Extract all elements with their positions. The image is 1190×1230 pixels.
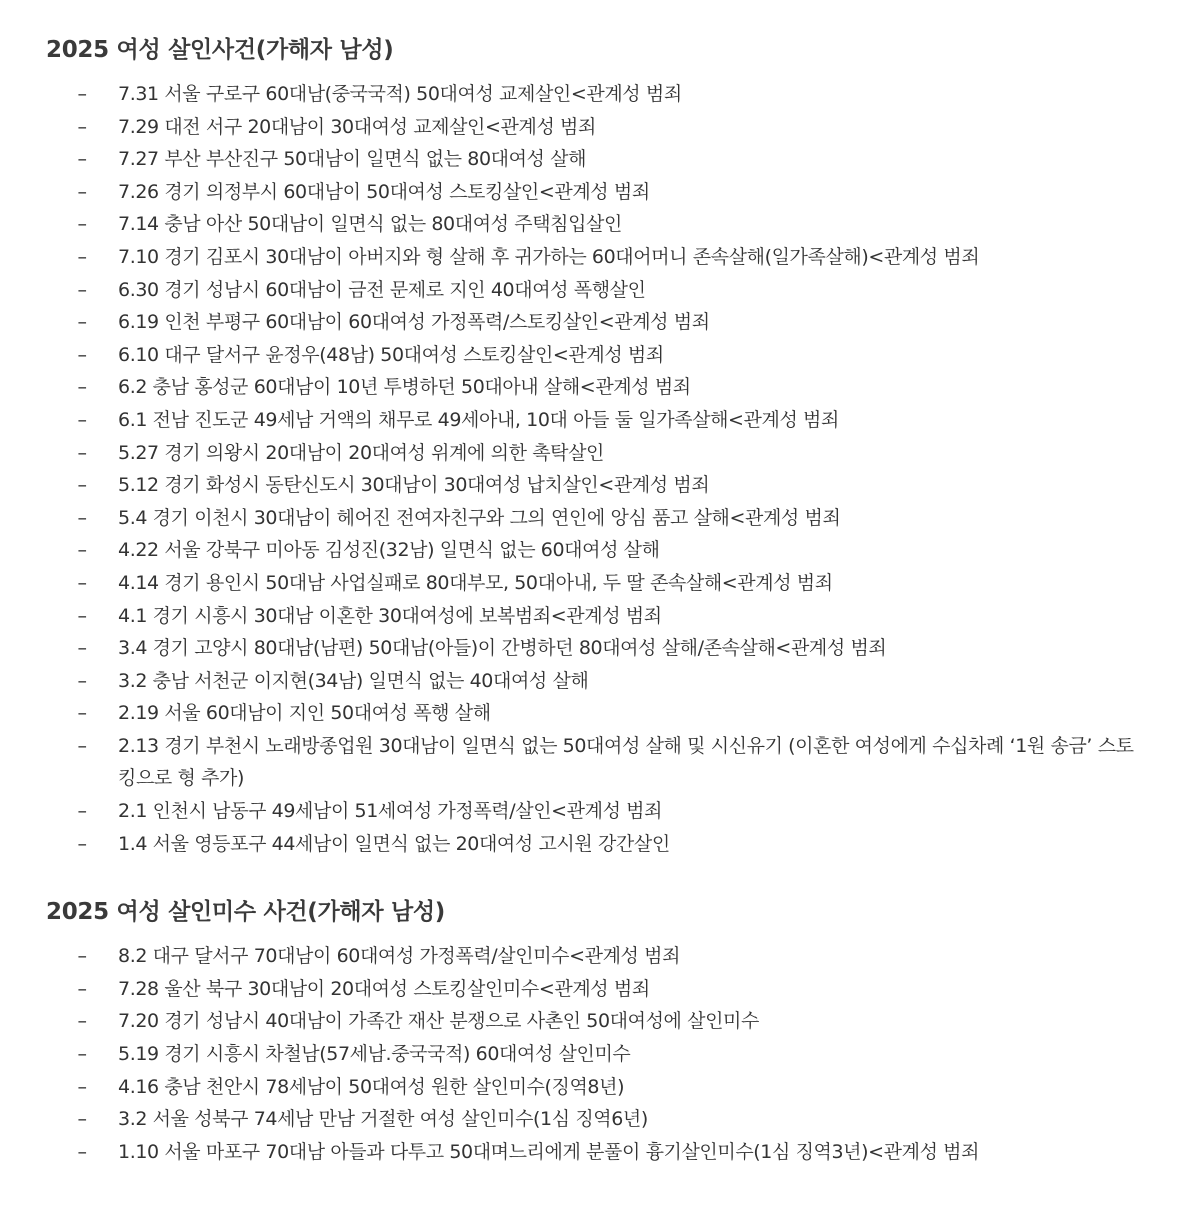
list-item — [46, 940, 1150, 973]
list-item-text: 4.16 충남 천안시 78세남이 50대여성 원한 살인미수(징역8년) — [118, 1075, 625, 1098]
list-item — [46, 567, 1150, 600]
dash-bullet: – — [77, 441, 87, 464]
list-item-text: 6.19 인천 부평구 60대남이 60대여성 가정폭력/스토킹살인<관계성 범죄 — [118, 311, 710, 334]
dash-bullet: – — [77, 604, 87, 627]
list-item-text: 8.2 대구 달서구 70대남이 60대여성 가정폭력/살인미수<관계성 범죄 — [118, 945, 681, 968]
list-item-text: 6.1 전남 진도군 49세남 거액의 채무로 49세아내, 10대 아들 둘 일가족살해<관계성 범죄 — [118, 408, 839, 431]
dash-bullet: – — [77, 148, 87, 171]
section-title: 2025 여성 살인미수 사건(가해자 남성) — [46, 899, 446, 926]
list-item-text: 6.30 경기 성남시 60대남이 금전 문제로 지인 40대여성 폭행살인 — [118, 278, 646, 301]
list-item — [46, 502, 1150, 535]
list-item — [46, 1103, 1150, 1136]
list-item-text: 5.4 경기 이천시 30대남이 헤어진 전여자친구와 그의 연인에 앙심 품고 살해<관계성 범죄 — [118, 506, 841, 529]
dash-bullet: – — [77, 800, 87, 823]
list-item — [46, 437, 1150, 470]
list-item-text: 4.1 경기 시흥시 30대남 이혼한 30대여성에 보복범죄<관계성 범죄 — [118, 604, 662, 627]
list-item — [46, 600, 1150, 633]
list-item — [46, 697, 1150, 730]
list-item-text: 5.12 경기 화성시 동탄신도시 30대남이 30대여성 납치살인<관계성 범죄 — [118, 474, 710, 497]
dash-bullet: – — [77, 376, 87, 399]
list-item — [46, 306, 1150, 339]
list-item-text: 7.10 경기 김포시 30대남이 아버지와 형 살해 후 귀가하는 60대어머니 존속살해(일가족살해)<관계성 범죄 — [118, 245, 980, 268]
dash-bullet: – — [77, 669, 87, 692]
list-item-text: 7.20 경기 성남시 40대남이 가족간 재산 분쟁으로 사촌인 50대여성에 살인미수 — [118, 1010, 759, 1033]
list-item — [46, 143, 1150, 176]
list-item-text: 7.31 서울 구로구 60대남(중국국적) 50대여성 교제살인<관계성 범죄 — [118, 83, 682, 105]
list-item-text: 6.2 충남 홍성군 60대남이 10년 투병하던 50대아내 살해<관계성 범죄 — [118, 376, 691, 399]
list-item-text: 7.27 부산 부산진구 50대남이 일면식 없는 80대여성 살해 — [118, 148, 587, 171]
dash-bullet: – — [77, 180, 87, 203]
dash-bullet: – — [77, 474, 87, 497]
list-item — [46, 469, 1150, 502]
dash-bullet: – — [77, 734, 87, 757]
list-item-text: 7.29 대전 서구 20대남이 30대여성 교제살인<관계성 범죄 — [118, 115, 596, 138]
attempted-murder-section — [46, 896, 1150, 1168]
dash-bullet: – — [77, 1043, 87, 1066]
list-item-text: 7.14 충남 아산 50대남이 일면식 없는 80대여성 주택침입살인 — [118, 213, 622, 236]
dash-bullet: – — [77, 245, 87, 268]
list-item — [46, 973, 1150, 1006]
list-item — [46, 111, 1150, 144]
list-item — [46, 208, 1150, 241]
dash-bullet: – — [77, 832, 87, 855]
list-item-text: 5.27 경기 의왕시 20대남이 20대여성 위계에 의한 촉탁살인 — [118, 441, 605, 464]
dash-bullet: – — [77, 702, 87, 725]
dash-bullet: – — [77, 977, 87, 1000]
list-item-text: 7.28 울산 북구 30대남이 20대여성 스토킹살인미수<관계성 범죄 — [118, 977, 650, 1000]
list-item — [46, 78, 1150, 111]
list-item-text: 2.19 서울 60대남이 지인 50대여성 폭행 살해 — [118, 702, 491, 725]
list-item-text: 3.4 경기 고양시 80대남(남편) 50대남(아들)이 간병하던 80대여성 살해/존속살해<관계성 범죄 — [118, 637, 887, 660]
list-item — [46, 828, 1150, 861]
list-item — [46, 1038, 1150, 1071]
list-item — [46, 730, 1150, 795]
list-item-text: 2.13 경기 부천시 노래방종업원 30대남이 일면식 없는 50대여성 살해 및 시신유기 (이혼한 여성에게 수십차례 ‘1원 송금’ 스토킹으로 형 추가) — [118, 734, 1134, 790]
dash-bullet: – — [77, 408, 87, 431]
list-item — [46, 1071, 1150, 1104]
dash-bullet: – — [77, 278, 87, 301]
section-title: 2025 여성 살인사건(가해자 남성) — [46, 37, 394, 63]
list-item — [46, 795, 1150, 828]
list-item — [46, 371, 1150, 404]
list-item-text: 1.10 서울 마포구 70대남 아들과 다투고 50대며느리에게 분풀이 흉기살인미수(1심 징역3년)<관계성 범죄 — [118, 1140, 980, 1163]
list-item — [46, 632, 1150, 665]
dash-bullet: – — [77, 213, 87, 236]
dash-bullet: – — [77, 637, 87, 660]
list-item-text: 5.19 경기 시흥시 차철남(57세남.중국국적) 60대여성 살인미수 — [118, 1043, 631, 1066]
list-item-text: 7.26 경기 의정부시 60대남이 50대여성 스토킹살인<관계성 범죄 — [118, 180, 650, 203]
list-item — [46, 1136, 1150, 1169]
list-item — [46, 404, 1150, 437]
murder-cases-list — [46, 78, 1150, 860]
list-item — [46, 534, 1150, 567]
list-item-text: 2.1 인천시 남동구 49세남이 51세여성 가정폭력/살인<관계성 범죄 — [118, 800, 663, 823]
list-item — [46, 241, 1150, 274]
list-item-text: 3.2 서울 성북구 74세남 만남 거절한 여성 살인미수(1심 징역6년) — [118, 1108, 648, 1131]
list-item-text: 4.22 서울 강북구 미아동 김성진(32남) 일면식 없는 60대여성 살해 — [118, 539, 660, 562]
list-item-text: 6.10 대구 달서구 윤정우(48남) 50대여성 스토킹살인<관계성 범죄 — [118, 343, 664, 366]
dash-bullet: – — [77, 343, 87, 366]
dash-bullet: – — [77, 1140, 87, 1163]
list-item — [46, 1005, 1150, 1038]
dash-bullet: – — [77, 311, 87, 334]
list-item — [46, 176, 1150, 209]
dash-bullet: – — [77, 1075, 87, 1098]
list-item — [46, 339, 1150, 372]
dash-bullet: – — [77, 1108, 87, 1131]
dash-bullet: – — [77, 571, 87, 594]
dash-bullet: – — [77, 1010, 87, 1033]
list-item — [46, 274, 1150, 307]
list-item-text: 1.4 서울 영등포구 44세남이 일면식 없는 20대여성 고시원 강간살인 — [118, 832, 670, 855]
dash-bullet: – — [77, 115, 87, 138]
murder-cases-section — [46, 34, 1150, 860]
list-item-text: 3.2 충남 서천군 이지현(34남) 일면식 없는 40대여성 살해 — [118, 669, 589, 692]
list-item-text: 4.14 경기 용인시 50대남 사업실패로 80대부모, 50대아내, 두 딸 존속살해<관계성 범죄 — [118, 571, 833, 594]
dash-bullet: – — [77, 945, 87, 968]
dash-bullet: – — [77, 83, 87, 105]
attempted-murder-list — [46, 940, 1150, 1168]
dash-bullet: – — [77, 506, 87, 529]
list-item — [46, 665, 1150, 698]
dash-bullet: – — [77, 539, 87, 562]
